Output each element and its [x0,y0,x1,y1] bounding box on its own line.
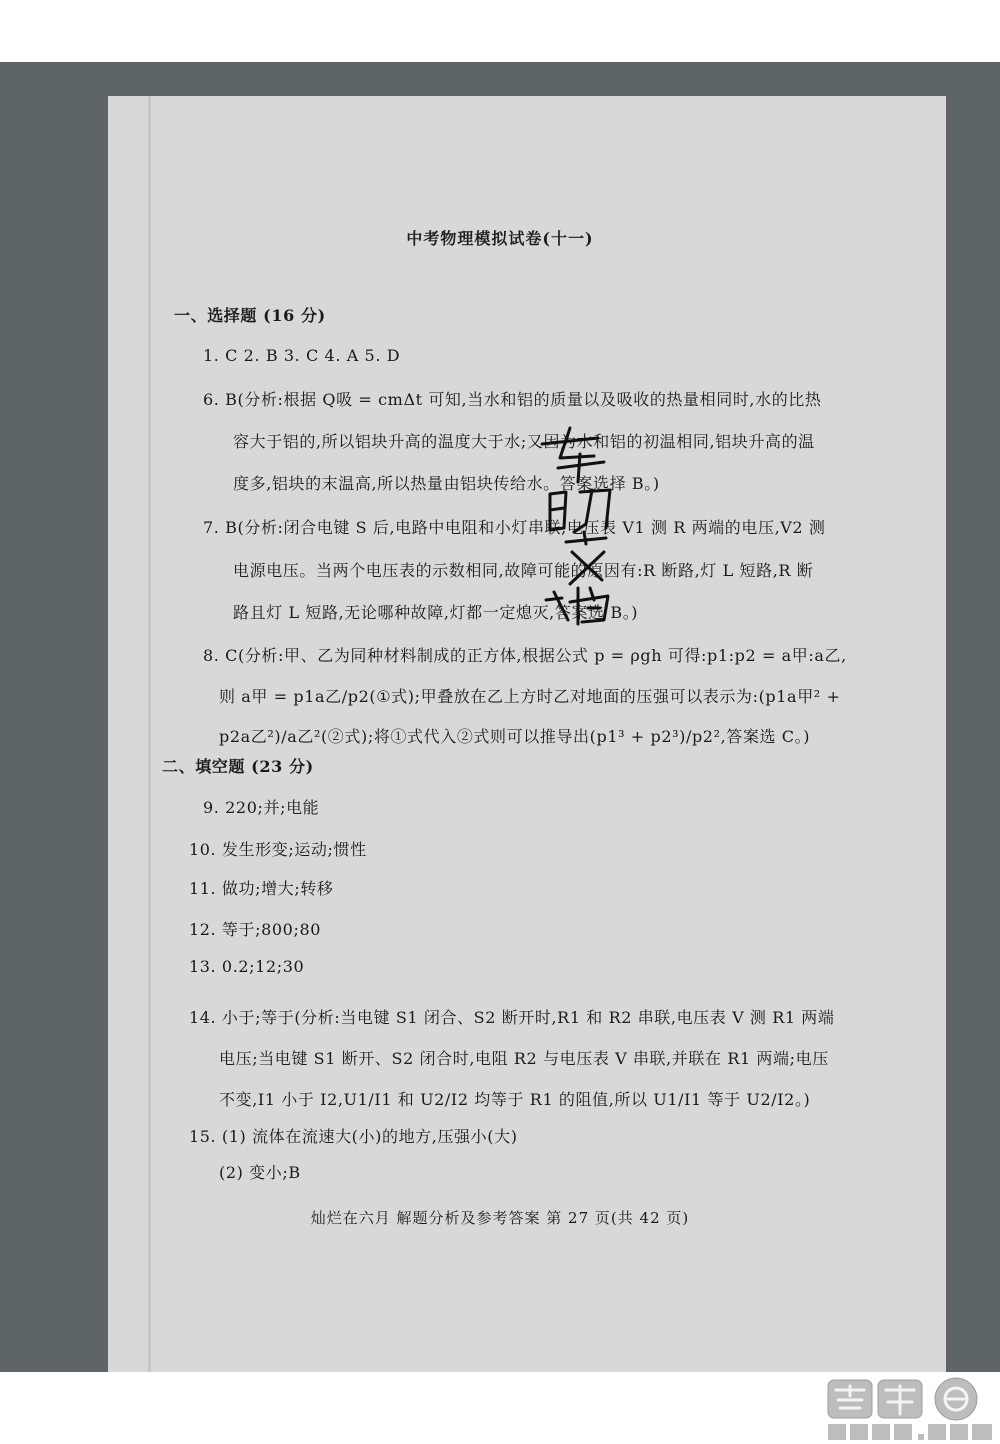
answer-line: (2) 变小;B [219,1163,301,1182]
section-heading-choice: 一、选择题 (16 分) [174,306,326,325]
answer-line: 1. C 2. B 3. C 4. A 5. D [203,346,401,365]
page-title: 中考物理模拟试卷(十一) [406,229,594,248]
answer-line: 12. 等于;800;80 [189,920,322,939]
answer-line: 10. 发生形变;运动;惯性 [189,840,367,859]
answer-line: 路且灯 L 短路,无论哪种故障,灯都一定熄灭,答案选 B。) [233,603,639,622]
page-footer: 灿烂在六月 解题分析及参考答案 第 27 页(共 42 页) [310,1209,690,1227]
answer-line: 不变,I1 小于 I2,U1/I1 和 U2/I2 均等于 R1 的阻值,所以 U1/I1 等于 U2/I2。) [219,1090,811,1109]
answer-line: 则 a甲 = p1a乙/p2(①式);甲叠放在乙上方时乙对地面的压强可以表示为:(p1a甲² + [219,687,841,706]
answer-line: 13. 0.2;12;30 [189,957,305,976]
answer-line: 7. B(分析:闭合电键 S 后,电路中电阻和小灯串联,电压表 V1 测 R 两端的电压,V2 测 [203,518,826,537]
answer-line: 15. (1) 流体在流速大(小)的地方,压强小(大) [189,1127,518,1146]
answer-line: 电源电压。当两个电压表的示数相同,故障可能的原因有:R 断路,灯 L 短路,R 断 [233,561,814,580]
answer-line: 电压;当电键 S1 断开、S2 闭合时,电阻 R2 与电压表 V 串联,并联在 R1 两端;电压 [219,1049,829,1068]
handwritten-annotation [520,420,640,630]
answer-line: 6. B(分析:根据 Q吸 = cmΔt 可知,当水和铝的质量以及吸收的热量相同时,水的比热 [203,390,822,409]
paper-binding-edge [148,96,151,1372]
answer-line: 容大于铝的,所以铝块升高的温度大于水;又因为水和铝的初温相同,铝块升高的温 [233,432,815,451]
answer-line: 8. C(分析:甲、乙为同种材料制成的正方体,根据公式 p = ρgh 可得:p1:p2 = a甲:a乙, [203,646,847,665]
answer-line: p2a乙²)/a乙²(②式);将①式代入②式则可以推导出(p1³ + p2³)/p2²,答案选 C。) [219,727,811,746]
section-heading-fill: 二、填空题 (23 分) [162,757,314,776]
site-watermark-logo [822,1374,1000,1444]
answer-line: 11. 做功;增大;转移 [189,879,334,898]
answer-line: 9. 220;并;电能 [203,798,320,817]
scan-border-top [0,0,1000,62]
answer-line: 度多,铝块的末温高,所以热量由铝块传给水。答案选择 B。) [233,474,660,493]
answer-line: 14. 小于;等于(分析:当电键 S1 闭合、S2 断开时,R1 和 R2 串联,电压表 V 测 R1 两端 [189,1008,835,1027]
